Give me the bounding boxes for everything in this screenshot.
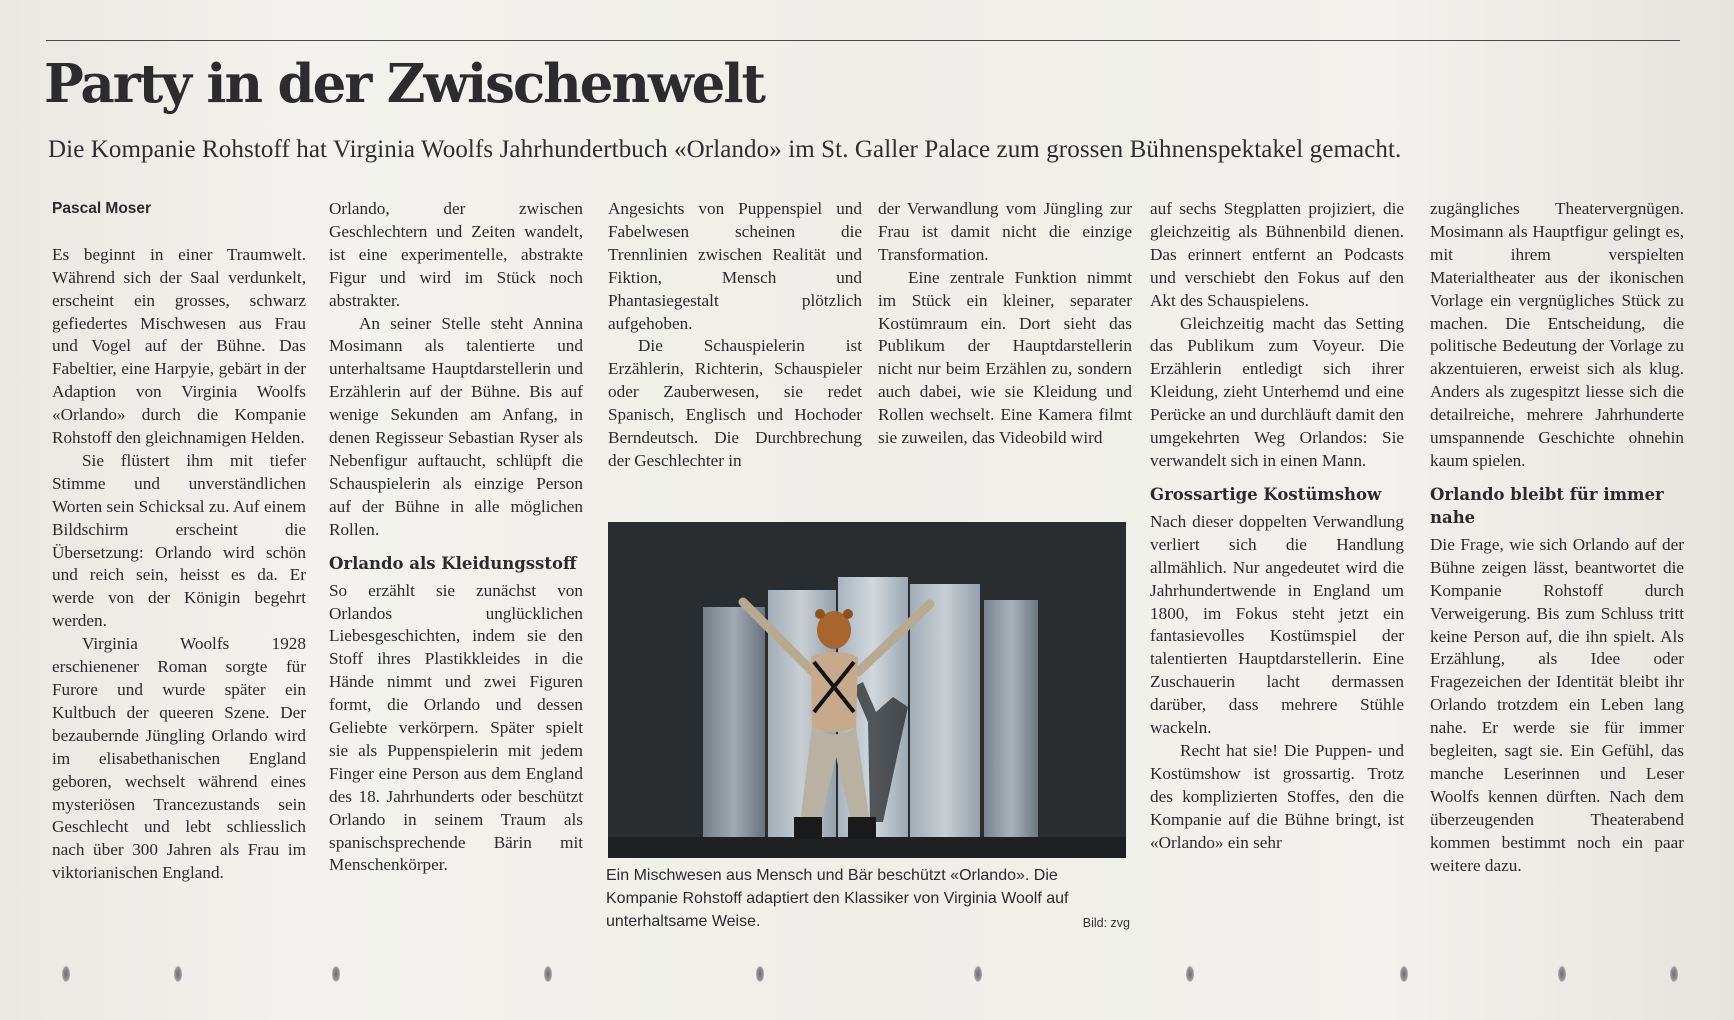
column-4 <box>878 198 1132 450</box>
column-3 <box>608 198 862 473</box>
paragraph: der Verwandlung vom Jüngling zur Frau ist damit nicht die einzige Transformation. <box>878 199 1132 264</box>
paragraph: Sie flüstert ihm mit tiefer Stimme und unverständlichen Worten sein Schicksal zu. Auf einem Bildschirm erscheint die Übersetzung: Orlando wird schön und reich sein, heisst es da. Er werde von der Königin begehrt werden. <box>52 450 306 631</box>
paragraph: Angesichts von Puppenspiel und Fabelwesen scheinen die Trennlinien zwischen Realität und Fiktion, Mensch und Phantasiegestalt plötzlich aufgehoben. <box>608 199 862 333</box>
binder-hole <box>62 966 70 982</box>
photo-credit: Bild: zvg <box>1082 916 1130 930</box>
paragraph: Die Schauspielerin ist Erzählerin, Richterin, Schauspieler oder Zauberwesen, sie redet Spanisch, Englisch und Hochoder Berndeutsch. Die Durchbrechung der Geschlechter in <box>608 336 862 470</box>
subhead: Orlando als Kleidungsstoff <box>329 553 577 573</box>
paragraph: Nach dieser doppelten Verwandlung verliert sich die Handlung allmählich. Nur angedeutet wird die Jahrhundertwende in England um 1800, im Fokus steht jetzt ein fantasievolles Kostümspiel der talentierten Hauptdarstellerin. Eine Zuschauerin lacht dermassen darüber, dass mehrere Stühle wackeln. <box>1150 511 1404 738</box>
byline: Pascal Moser <box>52 200 152 217</box>
dek: Die Kompanie Rohstoff hat Virginia Woolfs Jahrhundertbuch «Orlando» im St. Galler Palace zum grossen Bühnenspektakel gemacht. <box>48 136 1402 163</box>
paragraph: Eine zentrale Funktion nimmt im Stück ein kleiner, separater Kostümraum ein. Dort sieht das Publikum der Hauptdarstellerin nicht nur beim Erzählen zu, sondern auch dabei, wie sie Kleidung und Rollen wechselt. Eine Kamera filmt sie zuweilen, das Videobild wird <box>878 267 1132 448</box>
paragraph: auf sechs Stegplatten projiziert, die gleichzeitig als Bühnenbild dienen. Das erinnert entfernt an Podcasts und verschiebt den Fokus auf den Akt des Schauspielens. <box>1150 199 1404 310</box>
top-rule <box>46 40 1680 41</box>
binder-hole <box>1186 966 1194 982</box>
binder-hole <box>544 966 552 982</box>
stage-photo-illustration <box>608 522 1126 858</box>
paragraph: Die Frage, wie sich Orlando auf der Bühne zeigen lässt, beantwortet die Kompanie Rohstoff durch Verweigerung. Bis zum Schluss tritt keine Person auf, die ihn spielt. Als Erzählung, als Idee oder Fragezeichen der Identität bleibt ihr Orlando trotzdem ein Leben lang nahe. Er werde sie für immer begleiten, sagt sie. Ein Gefühl, das manche Leserinnen und Leser Woolfs kennen dürften. Nach dem überzeugenden Theaterabend kommen bestimmt noch ein paar weitere dazu. <box>1430 534 1684 875</box>
subhead: Grossartige Kostümshow <box>1150 484 1382 504</box>
subhead: Orlando bleibt für immer nahe <box>1430 484 1664 527</box>
paragraph: So erzählt sie zunächst von Orlandos unglücklichen Liebesgeschichten, indem sie den Stoff ihres Plastikkleides in die Hände nimmt und zwei Figuren formt, die Orlando und dessen Geliebte verkörpern. Später spielt sie als Puppenspielerin mit jedem Finger eine Person aus dem England des 18. Jahrhunderts oder beschützt Orlando in seinem Traum als spanischsprechende Bärin mit Menschenkörper. <box>329 580 583 875</box>
paragraph: Virginia Woolfs 1928 erschienener Roman sorgte für Furore und wurde später ein Kultbuch der queeren Szene. Der bezaubernde Jüngling Orlando wird im elisabethanischen England geboren, wechselt während eines mysteriösen Trancezustands sein Geschlecht und lebt schliesslich nach über 300 Jahren als Frau im viktorianischen England. <box>52 634 306 883</box>
binder-hole <box>1670 966 1678 982</box>
paragraph: zugängliches Theatervergnügen. Mosimann als Hauptfigur gelingt es, mit ihrem verspielten Materialtheater aus der ikonischen Vorlage ein vergnügliches Stück zu machen. Die Entscheidung, die politische Bedeutung der Vorlage zu akzentuieren, erweist sich als klug. Anders als zugespitzt liesse sich die detailreiche, mehrere Jahrhunderte umspannende Geschichte ohnehin kaum spielen. <box>1430 199 1684 470</box>
paragraph: Recht hat sie! Die Puppen- und Kostümshow ist grossartig. Trotz des komplizierten Stoffes, den die Kompanie auf die Bühne bringt, ist «Orlando» ein sehr <box>1150 740 1404 852</box>
paragraph: Es beginnt in einer Traumwelt. Während sich der Saal verdunkelt, erscheint ein grosses, schwarz gefiedertes Mischwesen aus Frau und Vogel auf der Bühne. Das Fabeltier, eine Harpyie, gebärt in der Adaption von Virginia Woolfs «Orlando» durch die Kompanie Rohstoff den gleichnamigen Helden. <box>52 244 306 448</box>
binder-hole <box>1558 966 1566 982</box>
binder-hole <box>756 966 764 982</box>
caption-text: Ein Mischwesen aus Mensch und Bär beschützt «Orlando». Die Kompanie Rohstoff adaptiert den Klassiker von Virginia Woolf auf unterhaltsame Weise. <box>606 867 1069 930</box>
binder-hole <box>332 966 340 982</box>
photo-caption <box>606 864 1130 933</box>
column-2 <box>329 198 583 877</box>
stage-photo <box>608 522 1126 858</box>
binder-hole <box>174 966 182 982</box>
paragraph: An seiner Stelle steht Annina Mosimann als talentierte und unterhaltsame Hauptdarstellerin und Erzählerin auf der Bühne. Bis auf wenige Sekunden am Anfang, in denen Regisseur Sebastian Ryser als Nebenfigur auftaucht, schlüpft die Schauspielerin als einzige Person auf der Bühne in alle möglichen Rollen. <box>329 313 583 539</box>
column-6 <box>1430 198 1684 877</box>
paragraph: Orlando, der zwischen Geschlechtern und Zeiten wandelt, ist eine experimentelle, abstrakte Figur und wird im Stück noch abstrakter. <box>329 199 583 310</box>
binder-hole <box>1400 966 1408 982</box>
column-1 <box>52 198 306 885</box>
column-5 <box>1150 198 1404 854</box>
headline: Party in der Zwischenwelt <box>44 53 765 115</box>
paragraph: Gleichzeitig macht das Setting das Publikum zum Voyeur. Die Erzählerin entledigt sich ihrer Kleidung, zieht Unterhemd und eine Perücke an und durchläuft damit den umgekehrten Weg Orlandos: Sie verwandelt sich in einen Mann. <box>1150 313 1404 470</box>
binder-hole <box>974 966 982 982</box>
